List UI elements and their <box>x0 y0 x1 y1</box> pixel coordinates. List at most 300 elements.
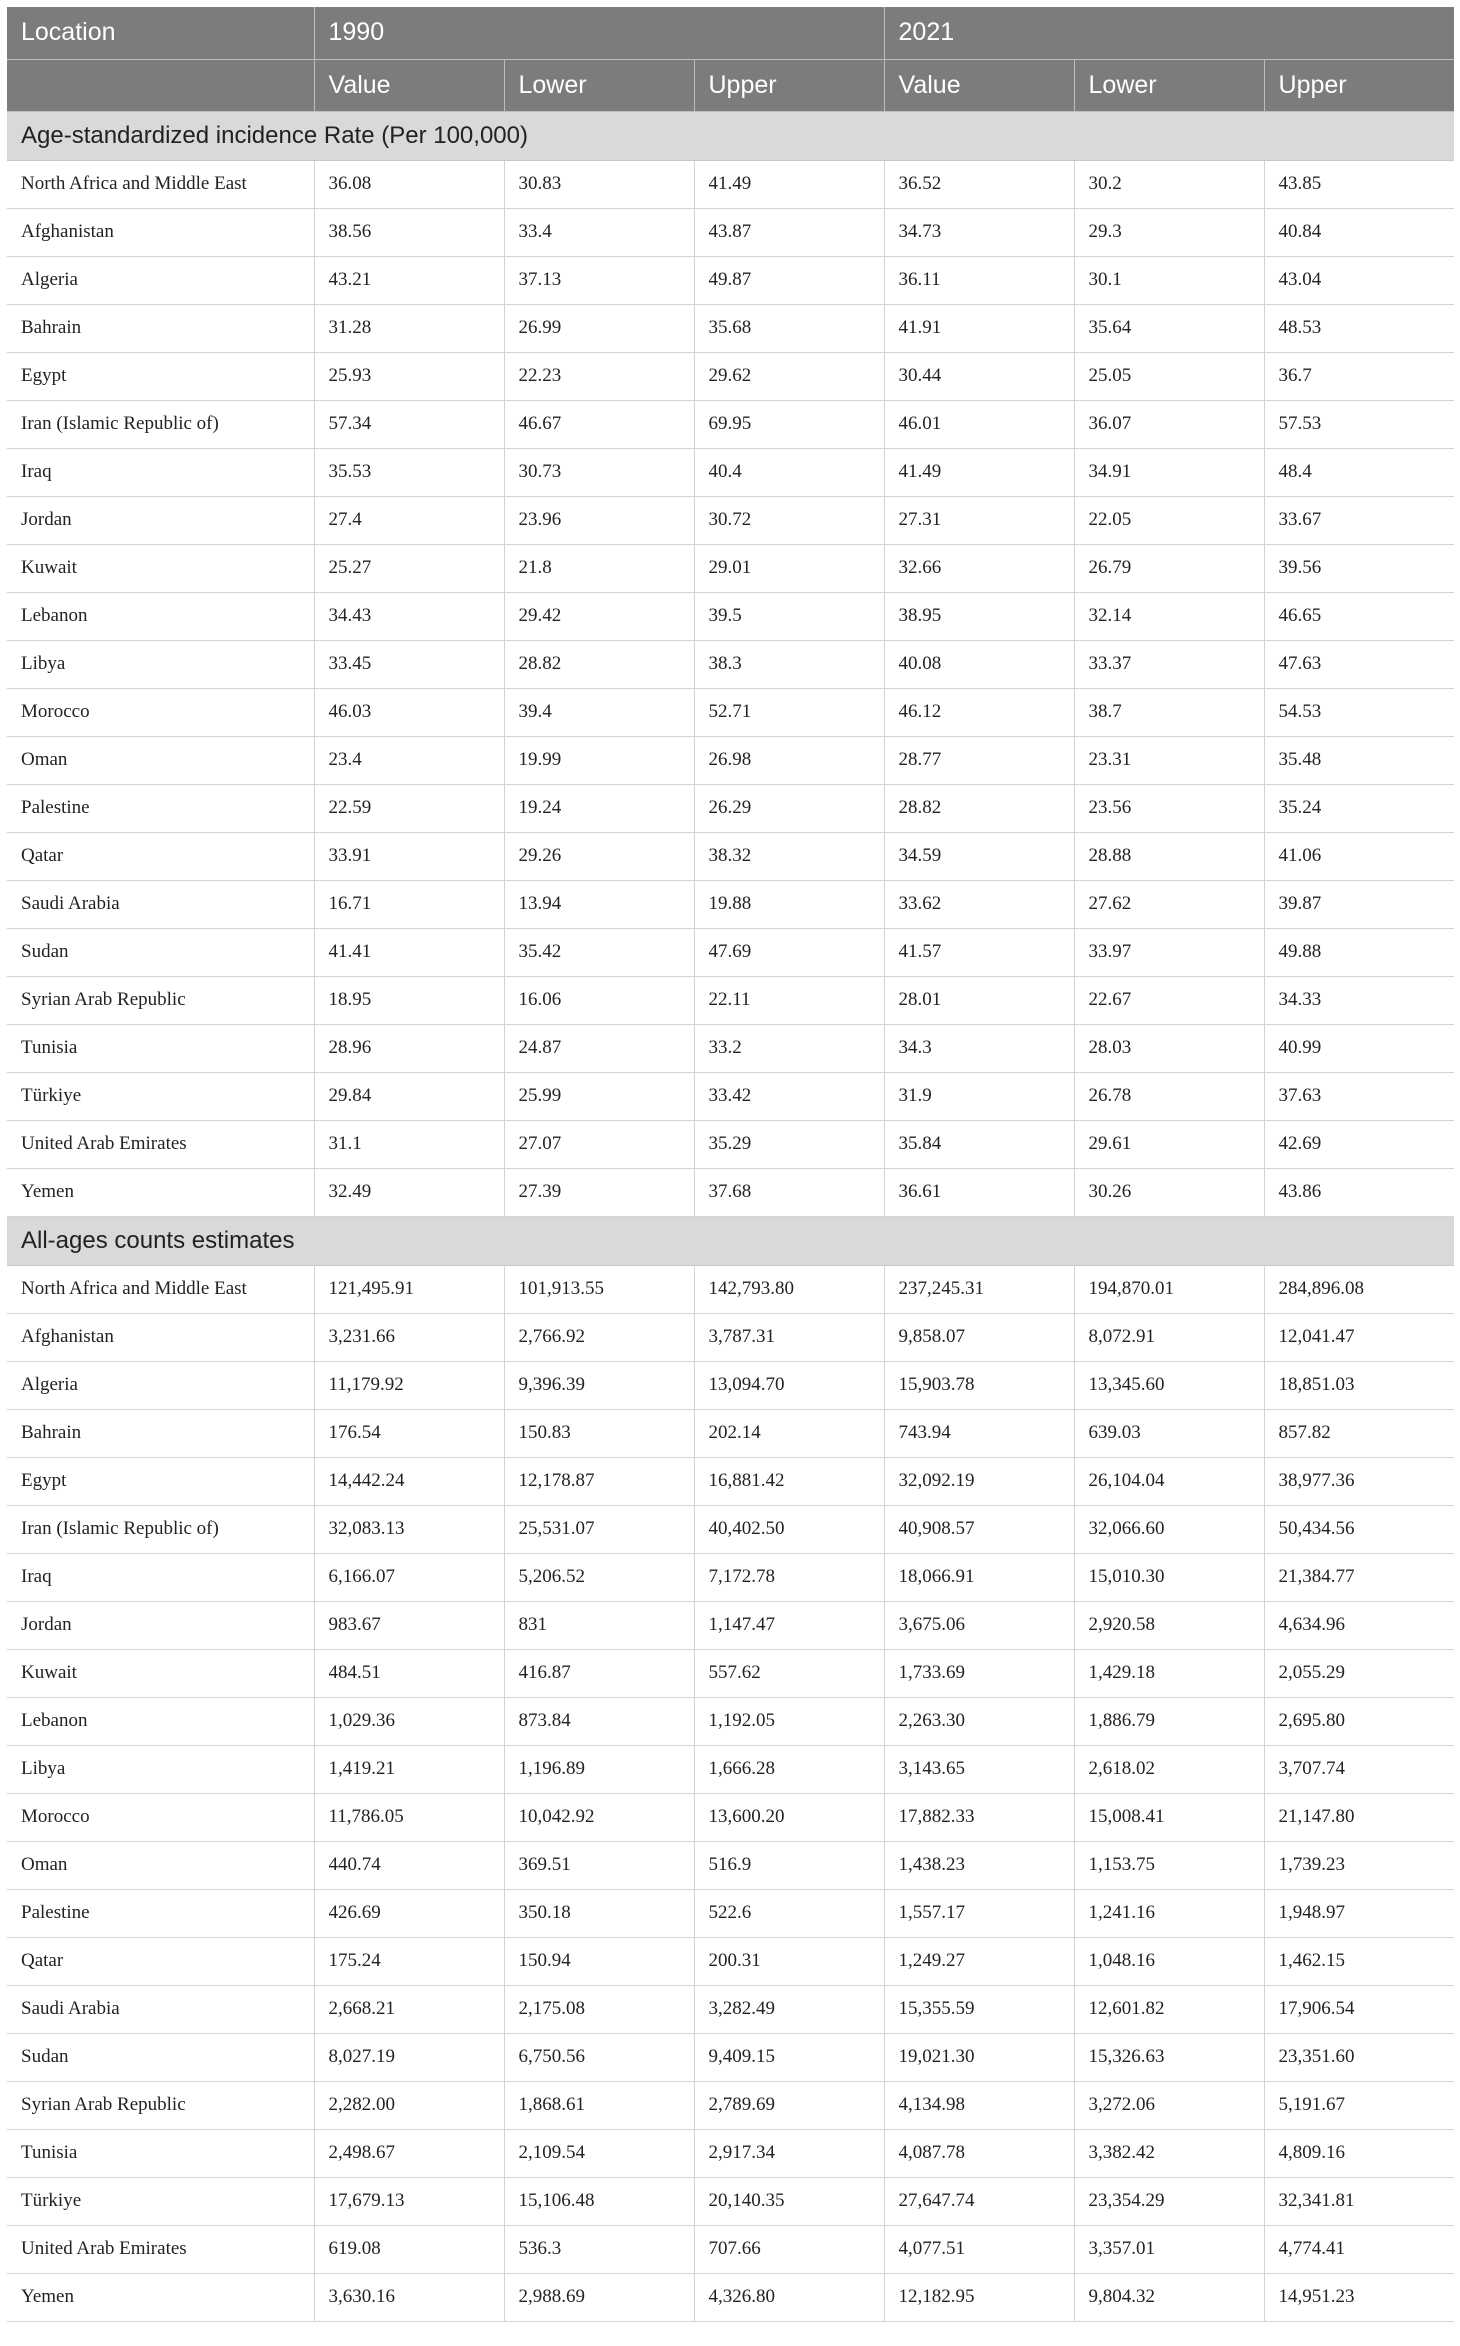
value-cell: 37.68 <box>694 1168 884 1216</box>
table-row <box>7 1409 1454 1457</box>
value-cell: 2,282.00 <box>314 2081 504 2129</box>
table-row <box>7 1072 1454 1120</box>
value-cell: 33.97 <box>1074 928 1264 976</box>
value-cell: 57.34 <box>314 400 504 448</box>
location-cell: Syrian Arab Republic <box>7 2081 314 2129</box>
value-cell: 36.52 <box>884 160 1074 208</box>
value-cell: 22.05 <box>1074 496 1264 544</box>
value-cell: 14,951.23 <box>1264 2273 1454 2321</box>
section-title: All-ages counts estimates <box>7 1216 1454 1265</box>
value-cell: 29.3 <box>1074 208 1264 256</box>
value-cell: 26.79 <box>1074 544 1264 592</box>
value-cell: 29.61 <box>1074 1120 1264 1168</box>
value-cell: 54.53 <box>1264 688 1454 736</box>
location-cell: Morocco <box>7 1793 314 1841</box>
value-cell: 35.53 <box>314 448 504 496</box>
value-cell: 13,600.20 <box>694 1793 884 1841</box>
value-cell: 3,143.65 <box>884 1745 1074 1793</box>
value-cell: 1,557.17 <box>884 1889 1074 1937</box>
value-cell: 26.99 <box>504 304 694 352</box>
value-cell: 33.91 <box>314 832 504 880</box>
value-cell: 40.4 <box>694 448 884 496</box>
value-cell: 11,179.92 <box>314 1361 504 1409</box>
location-cell: Türkiye <box>7 2177 314 2225</box>
value-cell: 40.84 <box>1264 208 1454 256</box>
location-cell: Palestine <box>7 1889 314 1937</box>
value-cell: 18,066.91 <box>884 1553 1074 1601</box>
value-cell: 9,396.39 <box>504 1361 694 1409</box>
value-cell: 3,382.42 <box>1074 2129 1264 2177</box>
location-cell: North Africa and Middle East <box>7 1265 314 1313</box>
value-cell: 30.1 <box>1074 256 1264 304</box>
location-cell: Qatar <box>7 1937 314 1985</box>
value-cell: 639.03 <box>1074 1409 1264 1457</box>
value-cell: 2,109.54 <box>504 2129 694 2177</box>
location-cell: Kuwait <box>7 544 314 592</box>
table-row <box>7 928 1454 976</box>
value-cell: 12,041.47 <box>1264 1313 1454 1361</box>
value-cell: 17,679.13 <box>314 2177 504 2225</box>
location-cell: Lebanon <box>7 1697 314 1745</box>
header-year-2021: 2021 <box>884 7 1454 59</box>
value-cell: 15,355.59 <box>884 1985 1074 2033</box>
value-cell: 743.94 <box>884 1409 1074 1457</box>
value-cell: 33.62 <box>884 880 1074 928</box>
value-cell: 1,739.23 <box>1264 1841 1454 1889</box>
value-cell: 30.73 <box>504 448 694 496</box>
value-cell: 30.83 <box>504 160 694 208</box>
value-cell: 557.62 <box>694 1649 884 1697</box>
value-cell: 41.49 <box>694 160 884 208</box>
value-cell: 13,094.70 <box>694 1361 884 1409</box>
table-row <box>7 688 1454 736</box>
location-cell: Oman <box>7 736 314 784</box>
value-cell: 21,384.77 <box>1264 1553 1454 1601</box>
table-row <box>7 1841 1454 1889</box>
value-cell: 29.26 <box>504 832 694 880</box>
table-row <box>7 400 1454 448</box>
table-row <box>7 1601 1454 1649</box>
value-cell: 15,326.63 <box>1074 2033 1264 2081</box>
value-cell: 41.57 <box>884 928 1074 976</box>
table-row <box>7 1505 1454 1553</box>
value-cell: 35.68 <box>694 304 884 352</box>
value-cell: 49.88 <box>1264 928 1454 976</box>
value-cell: 284,896.08 <box>1264 1265 1454 1313</box>
value-cell: 40,908.57 <box>884 1505 1074 1553</box>
table-row <box>7 160 1454 208</box>
value-cell: 41.91 <box>884 304 1074 352</box>
value-cell: 516.9 <box>694 1841 884 1889</box>
value-cell: 30.2 <box>1074 160 1264 208</box>
value-cell: 47.63 <box>1264 640 1454 688</box>
value-cell: 4,809.16 <box>1264 2129 1454 2177</box>
table-row <box>7 1168 1454 1216</box>
value-cell: 38.3 <box>694 640 884 688</box>
value-cell: 20,140.35 <box>694 2177 884 2225</box>
table-row <box>7 352 1454 400</box>
value-cell: 23.96 <box>504 496 694 544</box>
location-cell: Jordan <box>7 496 314 544</box>
value-cell: 35.84 <box>884 1120 1074 1168</box>
table-row <box>7 1553 1454 1601</box>
value-cell: 32.14 <box>1074 592 1264 640</box>
location-cell: Afghanistan <box>7 1313 314 1361</box>
value-cell: 39.87 <box>1264 880 1454 928</box>
value-cell: 15,010.30 <box>1074 1553 1264 1601</box>
table-row <box>7 736 1454 784</box>
header-location-blank <box>7 59 314 111</box>
value-cell: 33.45 <box>314 640 504 688</box>
value-cell: 12,178.87 <box>504 1457 694 1505</box>
table-row <box>7 976 1454 1024</box>
value-cell: 3,630.16 <box>314 2273 504 2321</box>
value-cell: 41.49 <box>884 448 1074 496</box>
value-cell: 350.18 <box>504 1889 694 1937</box>
location-cell: United Arab Emirates <box>7 1120 314 1168</box>
value-cell: 25.27 <box>314 544 504 592</box>
value-cell: 32,083.13 <box>314 1505 504 1553</box>
value-cell: 176.54 <box>314 1409 504 1457</box>
value-cell: 17,882.33 <box>884 1793 1074 1841</box>
table-row <box>7 2273 1454 2321</box>
value-cell: 6,750.56 <box>504 2033 694 2081</box>
value-cell: 4,634.96 <box>1264 1601 1454 1649</box>
location-cell: Egypt <box>7 1457 314 1505</box>
value-cell: 26.78 <box>1074 1072 1264 1120</box>
header-2021-lower: Lower <box>1074 59 1264 111</box>
value-cell: 10,042.92 <box>504 1793 694 1841</box>
value-cell: 38.7 <box>1074 688 1264 736</box>
value-cell: 43.04 <box>1264 256 1454 304</box>
value-cell: 9,409.15 <box>694 2033 884 2081</box>
value-cell: 32.49 <box>314 1168 504 1216</box>
value-cell: 27.4 <box>314 496 504 544</box>
value-cell: 50,434.56 <box>1264 1505 1454 1553</box>
section-row <box>7 1216 1454 1265</box>
value-cell: 27.07 <box>504 1120 694 1168</box>
value-cell: 2,055.29 <box>1264 1649 1454 1697</box>
value-cell: 2,263.30 <box>884 1697 1074 1745</box>
table-row <box>7 2225 1454 2273</box>
value-cell: 13.94 <box>504 880 694 928</box>
value-cell: 831 <box>504 1601 694 1649</box>
header-1990-lower: Lower <box>504 59 694 111</box>
table-row <box>7 1024 1454 1072</box>
value-cell: 24.87 <box>504 1024 694 1072</box>
value-cell: 27.62 <box>1074 880 1264 928</box>
value-cell: 28.88 <box>1074 832 1264 880</box>
value-cell: 536.3 <box>504 2225 694 2273</box>
location-cell: Sudan <box>7 2033 314 2081</box>
table-row <box>7 1313 1454 1361</box>
value-cell: 8,027.19 <box>314 2033 504 2081</box>
value-cell: 416.87 <box>504 1649 694 1697</box>
location-cell: Tunisia <box>7 2129 314 2177</box>
value-cell: 1,241.16 <box>1074 1889 1264 1937</box>
value-cell: 47.69 <box>694 928 884 976</box>
value-cell: 200.31 <box>694 1937 884 1985</box>
value-cell: 43.87 <box>694 208 884 256</box>
value-cell: 49.87 <box>694 256 884 304</box>
table-row <box>7 1457 1454 1505</box>
value-cell: 33.2 <box>694 1024 884 1072</box>
header-2021-upper: Upper <box>1264 59 1454 111</box>
value-cell: 12,601.82 <box>1074 1985 1264 2033</box>
value-cell: 34.43 <box>314 592 504 640</box>
value-cell: 15,106.48 <box>504 2177 694 2225</box>
value-cell: 9,858.07 <box>884 1313 1074 1361</box>
header-year-1990: 1990 <box>314 7 884 59</box>
value-cell: 46.65 <box>1264 592 1454 640</box>
value-cell: 35.48 <box>1264 736 1454 784</box>
value-cell: 3,357.01 <box>1074 2225 1264 2273</box>
header-1990-value: Value <box>314 59 504 111</box>
value-cell: 36.7 <box>1264 352 1454 400</box>
value-cell: 23,351.60 <box>1264 2033 1454 2081</box>
value-cell: 707.66 <box>694 2225 884 2273</box>
value-cell: 33.42 <box>694 1072 884 1120</box>
table-row <box>7 2081 1454 2129</box>
value-cell: 1,048.16 <box>1074 1937 1264 1985</box>
value-cell: 28.77 <box>884 736 1074 784</box>
value-cell: 28.96 <box>314 1024 504 1072</box>
value-cell: 41.06 <box>1264 832 1454 880</box>
value-cell: 7,172.78 <box>694 1553 884 1601</box>
value-cell: 21,147.80 <box>1264 1793 1454 1841</box>
value-cell: 12,182.95 <box>884 2273 1074 2321</box>
value-cell: 26.98 <box>694 736 884 784</box>
value-cell: 2,917.34 <box>694 2129 884 2177</box>
value-cell: 21.8 <box>504 544 694 592</box>
value-cell: 18.95 <box>314 976 504 1024</box>
table-row <box>7 1649 1454 1697</box>
value-cell: 22.67 <box>1074 976 1264 1024</box>
location-cell: Algeria <box>7 1361 314 1409</box>
value-cell: 11,786.05 <box>314 1793 504 1841</box>
value-cell: 1,429.18 <box>1074 1649 1264 1697</box>
value-cell: 29.01 <box>694 544 884 592</box>
location-cell: Iran (Islamic Republic of) <box>7 400 314 448</box>
value-cell: 30.26 <box>1074 1168 1264 1216</box>
value-cell: 35.29 <box>694 1120 884 1168</box>
value-cell: 19.88 <box>694 880 884 928</box>
value-cell: 1,153.75 <box>1074 1841 1264 1889</box>
location-cell: Saudi Arabia <box>7 880 314 928</box>
table-row <box>7 1985 1454 2033</box>
value-cell: 29.84 <box>314 1072 504 1120</box>
value-cell: 22.11 <box>694 976 884 1024</box>
value-cell: 19.99 <box>504 736 694 784</box>
value-cell: 23,354.29 <box>1074 2177 1264 2225</box>
table-row <box>7 640 1454 688</box>
value-cell: 121,495.91 <box>314 1265 504 1313</box>
location-cell: Iraq <box>7 1553 314 1601</box>
value-cell: 8,072.91 <box>1074 1313 1264 1361</box>
value-cell: 9,804.32 <box>1074 2273 1264 2321</box>
table-row <box>7 544 1454 592</box>
value-cell: 46.01 <box>884 400 1074 448</box>
table-row <box>7 496 1454 544</box>
table-row <box>7 1745 1454 1793</box>
location-cell: Morocco <box>7 688 314 736</box>
table-row <box>7 832 1454 880</box>
value-cell: 22.23 <box>504 352 694 400</box>
value-cell: 3,707.74 <box>1264 1745 1454 1793</box>
value-cell: 2,988.69 <box>504 2273 694 2321</box>
value-cell: 43.85 <box>1264 160 1454 208</box>
table-row <box>7 592 1454 640</box>
value-cell: 857.82 <box>1264 1409 1454 1457</box>
value-cell: 5,206.52 <box>504 1553 694 1601</box>
value-cell: 2,920.58 <box>1074 1601 1264 1649</box>
location-cell: Bahrain <box>7 1409 314 1457</box>
value-cell: 37.13 <box>504 256 694 304</box>
value-cell: 3,787.31 <box>694 1313 884 1361</box>
value-cell: 27.39 <box>504 1168 694 1216</box>
value-cell: 48.4 <box>1264 448 1454 496</box>
value-cell: 1,147.47 <box>694 1601 884 1649</box>
value-cell: 194,870.01 <box>1074 1265 1264 1313</box>
value-cell: 31.9 <box>884 1072 1074 1120</box>
header-2021-value: Value <box>884 59 1074 111</box>
value-cell: 1,419.21 <box>314 1745 504 1793</box>
value-cell: 522.6 <box>694 1889 884 1937</box>
value-cell: 3,231.66 <box>314 1313 504 1361</box>
value-cell: 25.93 <box>314 352 504 400</box>
table-row <box>7 784 1454 832</box>
value-cell: 16.06 <box>504 976 694 1024</box>
value-cell: 36.07 <box>1074 400 1264 448</box>
value-cell: 40.99 <box>1264 1024 1454 1072</box>
table-row <box>7 208 1454 256</box>
value-cell: 1,196.89 <box>504 1745 694 1793</box>
location-cell: Türkiye <box>7 1072 314 1120</box>
location-cell: Yemen <box>7 2273 314 2321</box>
value-cell: 41.41 <box>314 928 504 976</box>
value-cell: 26,104.04 <box>1074 1457 1264 1505</box>
value-cell: 28.82 <box>504 640 694 688</box>
value-cell: 38.32 <box>694 832 884 880</box>
location-cell: Egypt <box>7 352 314 400</box>
table-row <box>7 1937 1454 1985</box>
location-cell: Kuwait <box>7 1649 314 1697</box>
table-row <box>7 1793 1454 1841</box>
location-cell: Algeria <box>7 256 314 304</box>
value-cell: 32,092.19 <box>884 1457 1074 1505</box>
value-cell: 2,618.02 <box>1074 1745 1264 1793</box>
table-row <box>7 1889 1454 1937</box>
value-cell: 38.56 <box>314 208 504 256</box>
value-cell: 43.21 <box>314 256 504 304</box>
section-row <box>7 111 1454 160</box>
value-cell: 36.08 <box>314 160 504 208</box>
value-cell: 40,402.50 <box>694 1505 884 1553</box>
table-row <box>7 1697 1454 1745</box>
header-location: Location <box>7 7 314 59</box>
value-cell: 30.72 <box>694 496 884 544</box>
value-cell: 23.31 <box>1074 736 1264 784</box>
value-cell: 28.01 <box>884 976 1074 1024</box>
value-cell: 27.31 <box>884 496 1074 544</box>
value-cell: 32,341.81 <box>1264 2177 1454 2225</box>
value-cell: 32.66 <box>884 544 1074 592</box>
value-cell: 2,498.67 <box>314 2129 504 2177</box>
value-cell: 28.03 <box>1074 1024 1264 1072</box>
value-cell: 48.53 <box>1264 304 1454 352</box>
value-cell: 619.08 <box>314 2225 504 2273</box>
value-cell: 39.4 <box>504 688 694 736</box>
value-cell: 3,272.06 <box>1074 2081 1264 2129</box>
value-cell: 150.94 <box>504 1937 694 1985</box>
value-cell: 36.61 <box>884 1168 1074 1216</box>
value-cell: 26.29 <box>694 784 884 832</box>
value-cell: 202.14 <box>694 1409 884 1457</box>
value-cell: 13,345.60 <box>1074 1361 1264 1409</box>
location-cell: Lebanon <box>7 592 314 640</box>
value-cell: 34.3 <box>884 1024 1074 1072</box>
value-cell: 31.28 <box>314 304 504 352</box>
location-cell: Jordan <box>7 1601 314 1649</box>
value-cell: 31.1 <box>314 1120 504 1168</box>
value-cell: 46.12 <box>884 688 1074 736</box>
table-header <box>7 7 1454 111</box>
value-cell: 4,134.98 <box>884 2081 1074 2129</box>
value-cell: 32,066.60 <box>1074 1505 1264 1553</box>
table-row <box>7 256 1454 304</box>
value-cell: 150.83 <box>504 1409 694 1457</box>
value-cell: 25,531.07 <box>504 1505 694 1553</box>
value-cell: 69.95 <box>694 400 884 448</box>
value-cell: 46.67 <box>504 400 694 448</box>
value-cell: 34.33 <box>1264 976 1454 1024</box>
value-cell: 3,675.06 <box>884 1601 1074 1649</box>
value-cell: 2,789.69 <box>694 2081 884 2129</box>
location-cell: Syrian Arab Republic <box>7 976 314 1024</box>
value-cell: 101,913.55 <box>504 1265 694 1313</box>
value-cell: 39.56 <box>1264 544 1454 592</box>
value-cell: 4,326.80 <box>694 2273 884 2321</box>
value-cell: 38,977.36 <box>1264 1457 1454 1505</box>
table-row <box>7 304 1454 352</box>
location-cell: Qatar <box>7 832 314 880</box>
value-cell: 175.24 <box>314 1937 504 1985</box>
value-cell: 1,029.36 <box>314 1697 504 1745</box>
value-cell: 33.4 <box>504 208 694 256</box>
value-cell: 3,282.49 <box>694 1985 884 2033</box>
value-cell: 29.42 <box>504 592 694 640</box>
value-cell: 42.69 <box>1264 1120 1454 1168</box>
value-cell: 33.37 <box>1074 640 1264 688</box>
value-cell: 4,077.51 <box>884 2225 1074 2273</box>
value-cell: 2,175.08 <box>504 1985 694 2033</box>
table-row <box>7 1120 1454 1168</box>
value-cell: 22.59 <box>314 784 504 832</box>
value-cell: 18,851.03 <box>1264 1361 1454 1409</box>
location-cell: Oman <box>7 1841 314 1889</box>
table-row <box>7 2033 1454 2081</box>
table-row <box>7 2177 1454 2225</box>
value-cell: 873.84 <box>504 1697 694 1745</box>
value-cell: 1,666.28 <box>694 1745 884 1793</box>
value-cell: 28.82 <box>884 784 1074 832</box>
value-cell: 4,774.41 <box>1264 2225 1454 2273</box>
value-cell: 25.99 <box>504 1072 694 1120</box>
value-cell: 2,695.80 <box>1264 1697 1454 1745</box>
value-cell: 1,948.97 <box>1264 1889 1454 1937</box>
value-cell: 29.62 <box>694 352 884 400</box>
value-cell: 4,087.78 <box>884 2129 1074 2177</box>
